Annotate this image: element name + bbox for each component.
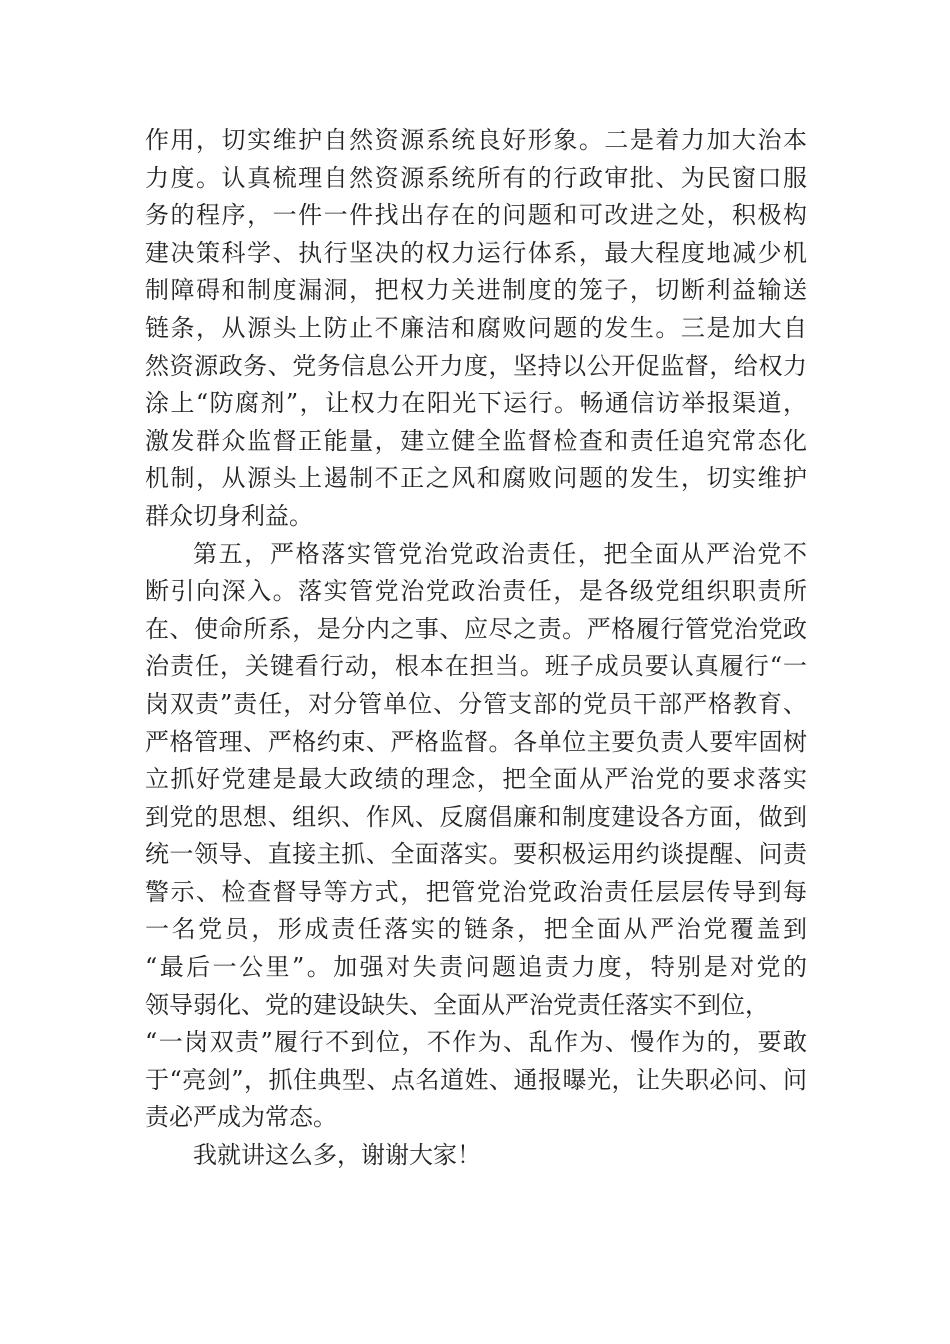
text-line: 第五，严格落实管党治党政治责任，把全面从严治党不: [193, 539, 807, 568]
text-line: 机制，从源头上遏制不正之风和腐败问题的发生，切实维护: [145, 464, 807, 493]
paragraph: [145, 536, 807, 1138]
text-line: 链条，从源头上防止不廉洁和腐败问题的发生。三是加大自: [145, 313, 807, 342]
text-line: 于“亮剑”，抓住典型、点名道姓、通报曝光，让失职必问、问: [145, 1065, 807, 1094]
text-line: 建决策科学、执行坚决的权力运行体系，最大程度地减少机: [145, 238, 807, 267]
text-line: 制障碍和制度漏洞，把权力关进制度的笼子，切断利益输送: [145, 276, 807, 305]
text-line: 岗双责”责任，对分管单位、分管支部的党员干部严格教育、: [145, 689, 807, 718]
text-line: 在、使命所系，是分内之事、应尽之责。严格履行管党治党政: [145, 614, 807, 643]
text-line: 立抓好党建是最大政绩的理念，把全面从严治党的要求落实: [145, 765, 807, 794]
text-line: 务的程序，一件一件找出存在的问题和可改进之处，积极构: [145, 201, 807, 230]
text-line: 然资源政务、党务信息公开力度，坚持以公开促监督，给权力: [145, 351, 807, 380]
text-line: 作用，切实维护自然资源系统良好形象。二是着力加大治本: [145, 126, 807, 154]
text-line: 领导弱化、党的建设缺失、全面从严治党责任落实不到位，: [145, 990, 769, 1019]
closing-line: 我就讲这么多，谢谢大家！: [193, 1141, 481, 1170]
text-line: 统一领导、直接主抓、全面落实。要积极运用约谈提醒、问责: [145, 840, 807, 869]
text-line: 涂上“防腐剂”，让权力在阳光下运行。畅通信访举报渠道，: [145, 389, 807, 418]
text-line: 群众切身利益。: [145, 501, 313, 530]
text-line: “一岗双责”履行不到位，不作为、乱作为、慢作为的，要敢: [145, 1028, 807, 1057]
text-line: 激发群众监督正能量，建立健全监督检查和责任追究常态化: [145, 426, 807, 455]
text-line: 警示、检查督导等方式，把管党治党政治责任层层传导到每: [145, 877, 807, 906]
text-line: 一名党员，形成责任落实的链条，把全面从严治党覆盖到: [145, 915, 807, 944]
document-body: [145, 122, 807, 1175]
text-line: 严格管理、严格约束、严格监督。各单位主要负责人要牢固树: [145, 727, 807, 756]
paragraph: [145, 122, 807, 536]
text-line: 责必严成为常态。: [145, 1103, 337, 1132]
closing-paragraph: [145, 1137, 807, 1175]
text-line: 力度。认真梳理自然资源系统所有的行政审批、为民窗口服: [145, 163, 807, 192]
text-line: “最后一公里”。加强对失责问题追责力度，特别是对党的: [145, 953, 807, 982]
text-line: 治责任，关键看行动，根本在担当。班子成员要认真履行“一: [145, 652, 807, 681]
text-line: 断引向深入。落实管党治党政治责任，是各级党组织职责所: [145, 577, 807, 606]
text-line: 到党的思想、组织、作风、反腐倡廉和制度建设各方面，做到: [145, 802, 807, 831]
